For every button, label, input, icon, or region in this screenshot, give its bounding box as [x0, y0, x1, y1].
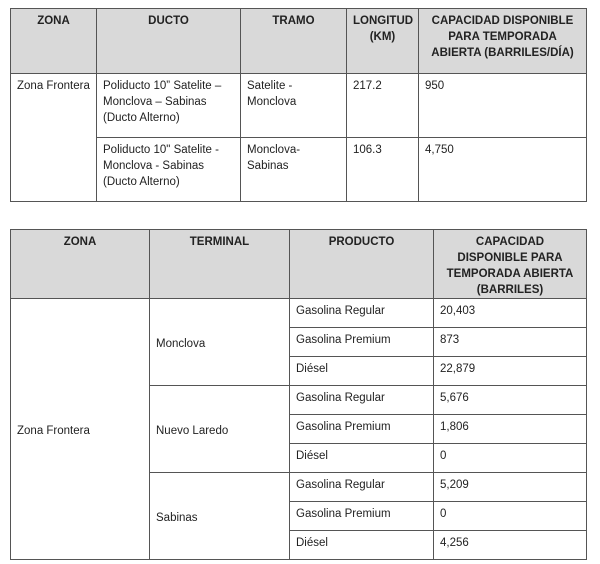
- capacidad-cell: 5,676: [434, 386, 587, 415]
- terminal-cell: Sabinas: [150, 473, 290, 560]
- header-zona: ZONA: [11, 230, 150, 299]
- header-zona: ZONA: [11, 9, 97, 74]
- header-capacidad: CAPACIDAD DISPONIBLE PARA TEMPORADA ABIERTA (BARRILES): [434, 230, 587, 299]
- header-terminal: TERMINAL: [150, 230, 290, 299]
- header-longitud: LONGITUD (KM): [347, 9, 419, 74]
- producto-cell: Gasolina Regular: [290, 299, 434, 328]
- capacidad-cell: 1,806: [434, 415, 587, 444]
- capacidad-cell: 0: [434, 502, 587, 531]
- zone-cell: Zona Frontera: [11, 74, 97, 202]
- table-row: [11, 299, 587, 328]
- longitud-cell: 217.2: [347, 74, 419, 138]
- capacidad-cell: 0: [434, 444, 587, 473]
- ducto-capacity-table: [10, 8, 587, 202]
- producto-cell: Diésel: [290, 444, 434, 473]
- capacidad-cell: 950: [419, 74, 587, 138]
- producto-cell: Gasolina Premium: [290, 415, 434, 444]
- capacidad-cell: 4,750: [419, 138, 587, 202]
- producto-cell: Gasolina Premium: [290, 328, 434, 357]
- producto-cell: Diésel: [290, 357, 434, 386]
- table-header-row: [11, 9, 587, 74]
- producto-cell: Gasolina Premium: [290, 502, 434, 531]
- header-producto: PRODUCTO: [290, 230, 434, 299]
- table-row: [11, 138, 587, 202]
- terminal-capacity-table: [10, 229, 587, 560]
- table-header-row: [11, 230, 587, 299]
- capacidad-cell: 22,879: [434, 357, 587, 386]
- header-ducto: DUCTO: [97, 9, 241, 74]
- capacidad-cell: 873: [434, 328, 587, 357]
- terminal-cell: Monclova: [150, 299, 290, 386]
- producto-cell: Gasolina Regular: [290, 386, 434, 415]
- ducto-cell: Poliducto 10” Satelite – Monclova – Sabinas (Ducto Alterno): [97, 74, 241, 138]
- tramo-cell: Satelite - Monclova: [241, 74, 347, 138]
- capacidad-cell: 20,403: [434, 299, 587, 328]
- capacidad-cell: 5,209: [434, 473, 587, 502]
- longitud-cell: 106.3: [347, 138, 419, 202]
- capacidad-cell: 4,256: [434, 531, 587, 560]
- ducto-cell: Poliducto 10" Satelite - Monclova - Sabinas (Ducto Alterno): [97, 138, 241, 202]
- header-capacidad: CAPACIDAD DISPONIBLE PARA TEMPORADA ABIERTA (BARRILES/DÍA): [419, 9, 587, 74]
- producto-cell: Diésel: [290, 531, 434, 560]
- terminal-cell: Nuevo Laredo: [150, 386, 290, 473]
- table-row: [11, 74, 587, 138]
- header-tramo: TRAMO: [241, 9, 347, 74]
- zone-cell: Zona Frontera: [11, 299, 150, 560]
- producto-cell: Gasolina Regular: [290, 473, 434, 502]
- tramo-cell: Monclova-Sabinas: [241, 138, 347, 202]
